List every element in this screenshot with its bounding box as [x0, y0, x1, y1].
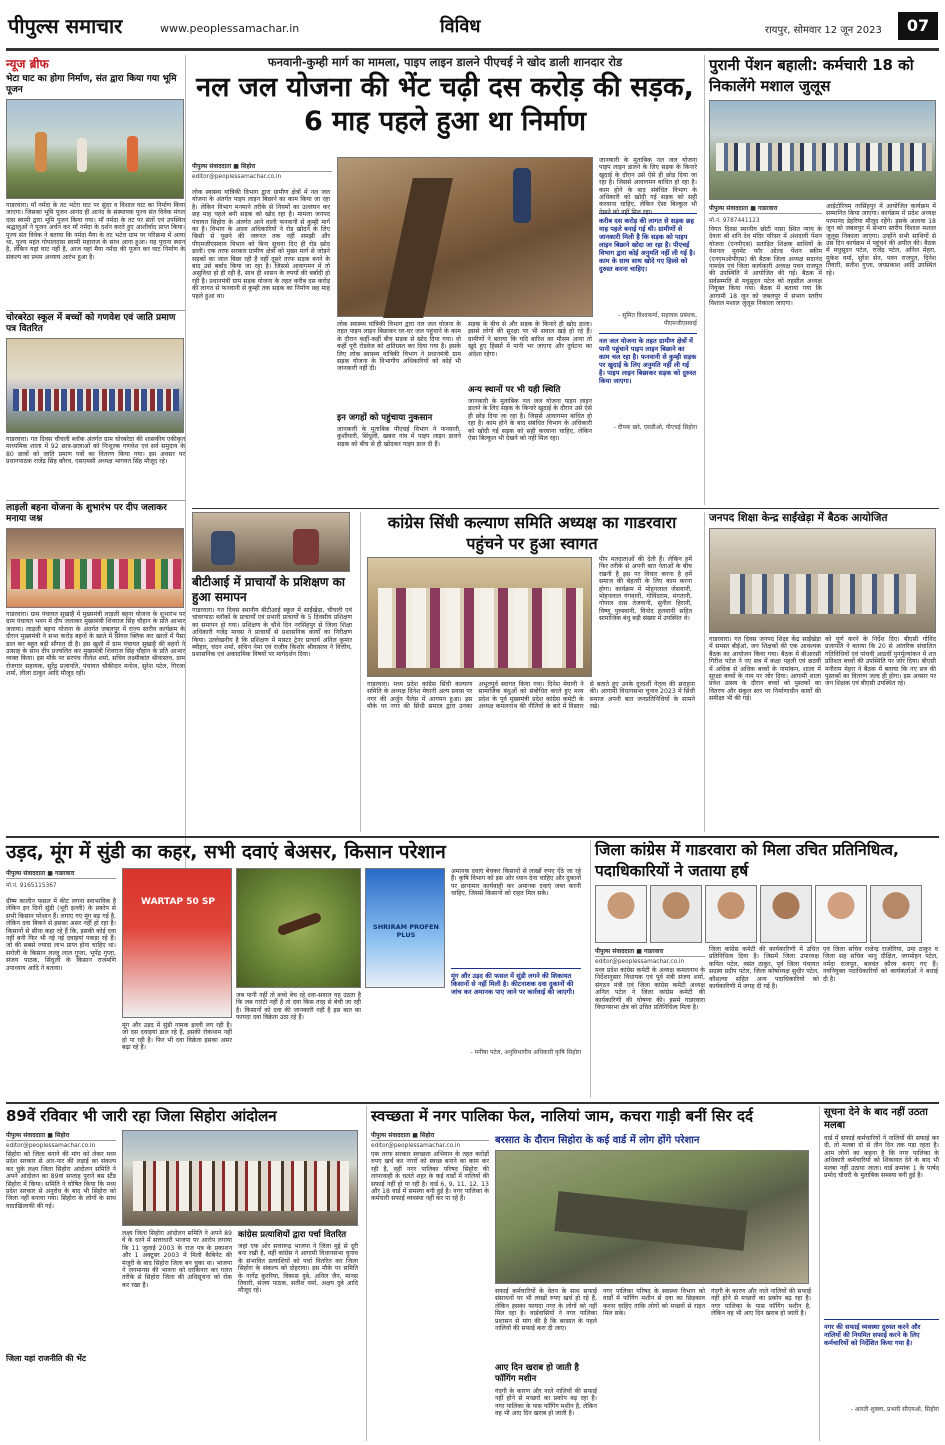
- andolan-email: editor@peoplessamachar.co.in: [6, 1143, 96, 1149]
- lead-col-1: लोक स्वास्थ्य यांत्रिकी विभाग द्वारा ग्रामीण क्षेत्रों में नल जल योजना के अंतर्गत पाइप लाइन बिछाने का काम किया जा रहा है। लेकिन विभाग मनमाने तरीके से नियमों का उल्लंघन कर छह माह पहले बनी सड़क को खोद रहा है। मामला जनपद पंचायत सिहोरा के अंतर्गत आने वाली फनवानी से कुम्ही मार्ग का है। विभाग के आला अधिकारियों ने रोड खोदने के लिए किसी से पूछने की जरूरत तक नहीं समझी और पीएमजीएसवाय विभाग को बिना सूचना दिए ही रोड खोद डाली। एक तरफ सरकार ग्रामीण क्षेत्रों को मुख्य मार्ग से जोड़ने सड़कों का जाल बिछा रही है वहीं दूसरे तरफ सड़क बनने के बाद उसे बर्बाद किया जा रहा है। जिससे आवागमन में तो असुविधा हो ही रही है, साथ ही शासन के रुपयों की बर्बादी हो रही है। प्रधानमंत्री ग्राम सड़क योजना के तहत करीब दस करोड़ की लागत से फनवानी से कुम्ही तक सड़क का निर्माण छह माह पहले हुआ था।: [192, 189, 330, 300]
- portrait-3: [705, 885, 757, 943]
- lead-quote-2: नल जल योजना के तहत ग्रामीण क्षेत्रों में पानी पहुंचाने पाइप लाइन बिछाने का काम चल रहा है। फनवानी से कुम्ही सड़क पर खुदाई के लिए अनुमति नहीं ली गई है। पाइप लाइन बिछाकर सड़क को दुरुस्त किया जाएगा।: [599, 333, 697, 421]
- rule-mid-1: [192, 508, 939, 509]
- pension-story: [704, 55, 939, 505]
- lead-quote-2-by: - दीपक खरे, एसडीओ, पीएचई सिहोरा: [613, 424, 697, 431]
- brief-1-photo: [6, 99, 184, 199]
- portrait-4: [760, 885, 812, 943]
- urad-body-3: जब पानी नहीं तो बच्चे बेच रहे दवा-सवाल यह उठता है कि जब गारंटी नहीं है तो दवा किस तरह से बेची जा रही है। किसानों को दवा की जानकारी नहीं है इस बात का फायदा दवा विक्रेता उठा रहे हैं।: [236, 992, 361, 1022]
- rule-mid-3: [6, 1102, 939, 1104]
- swachh-byline: पीपुल्स संवाददाता ■ सिहोरा: [371, 1130, 489, 1141]
- lead-col-4: [599, 157, 697, 505]
- urad-quote: मूंग और उड़द की फसल में सुंडी लगने की शिकायत किसानों से नहीं मिली है। कीटनाशक दवा दुकानों की जांच कर अमानक पाए जाने पर कार्रवाई की जाएगी।: [451, 968, 581, 1046]
- brief-2-body: गाडरवारा। गत दिवस चीचली ब्लॉक अंतर्गत ग्राम चोरबरेठा की शासकीय एकीकृत माध्यमिक शाला में 92 छात्र-छात्राओं को निःशुल्क गणवेश एवं सर्व समुदाय के 80 छात्रों को जाति प्रमाण पत्रों का वितरण किया गया। इस अवसर पर प्रधानपाठक राजेंद्र सिंह कौरव, एसएमसी अध्यक्ष भागवत सिंह मौजूद रहे।: [6, 436, 185, 466]
- lead-quote-1: करीब दस करोड़ की लागत से सड़क छह माह पहले बनाई गई थी। ग्रामीणों से जानकारी मिली है कि सड़क को पाइप लाइन बिछाने खोदा जा रहा है। पीएचई विभाग द्वारा कोई अनुमति नहीं ली गई है। काम के साथ साथ खोदे गए हिस्से को दुरुस्त करना चाहिए।: [599, 213, 697, 309]
- urad-photo-larva: [236, 868, 361, 988]
- andolan-subhead: जिला यहां राजनीति की भेंट: [6, 1354, 86, 1363]
- swachh-story: [366, 1106, 813, 1441]
- lead-col-3-text: सड़क के बीच से और सड़क के किनारे ही खोद डाला। इससे लोगों की सुरक्षा पर भी सवाल खड़े हो रहे हैं। ग्रामीणों ने बताया कि यदि बारिश का मौसम आया तो खुदे हुए हिस्सों में पानी भर जाएगा और दुर्घटना का अंदेशा रहेगा।: [468, 321, 592, 358]
- bti-body: गाडरवारा। गत दिवस स्थानीय बीटीआई स्कूल में साईंखेड़ा, चीचली एवं चांवरपाठा ब्लॉकों के प्राचार्यों एवं प्रभारी प्राचार्यों के 5 दिवसीय प्रशिक्षण का समापन हो गया। प्रशिक्षण के चौथे दिन नरसिंहपुर से जिला शिक्षा अधिकारी गजेंद्र मावस ने प्राचार्यों से प्रशासनिक कार्यों का निरीक्षण किया। उल्लेखनीय है कि प्रशिक्षण में मास्टर ट्रेनर प्राचार्य अनिल कुमार ब्यौहार, चंदन शर्मा, सचिन नेमा एवं राजीव किशोर श्रीवास्तव ने वित्तीय, प्रशासनिक एवं अकादमिक विषयों पर मार्गदर्शन दिया।: [192, 607, 352, 659]
- swachh-email: editor@peoplessamachar.co.in: [371, 1143, 461, 1149]
- lead-col-4-text: जानकारी के मुताबिक नल जल योजना पाइप लाइन डालने के लिए सड़क के किनारे खुदाई के दौरान उसे ऐसे ही छोड़ दिया जा रहा है। जिससे आवागमन बाधित हो रहा है। काम होने के बाद संबंधित विभाग के अधिकारी को खोदी गई सड़क को सही करवाना चाहिए, लेकिन ऐसा बिल्कुल भी देखने को नहीं मिल रहा।: [599, 157, 697, 216]
- district-email: editor@peoplessamachar.co.in: [595, 959, 685, 965]
- bti-headline: बीटीआई में प्राचार्यों के प्रशिक्षण का हुआ समापन: [192, 575, 345, 604]
- urad-story: [6, 840, 584, 1098]
- janpad-photo: [709, 528, 936, 633]
- urad-byline-block: [6, 868, 116, 889]
- andolan-body: सिहोरा को जिला बनाने की मांग को लेकर मध्य प्रदेश सरकार से आर-पार की लड़ाई का संकल्प कर चुके लक्ष्य जिला सिहोरा आंदोलन समिति ने अपने आंदोलन का 89वां सप्ताह पुराने बस स्टैंड सिहोरा में किया। समिति ने घोषित किया कि मध्य प्रदेश सरकार से अनुरोध के बाद भी सिहोरा को जिला नहीं बनाया गया। सिहोरा के लोगों के साथ वादाखिलाफी की गई।: [6, 1151, 116, 1210]
- urad-quote-by: - मनीषा पटेल, अनुविभागीय अधिकारी कृषि सिहोरा: [470, 1049, 581, 1056]
- urad-bottle-label: SHRIRAM PROFEN PLUS: [373, 923, 439, 939]
- swachh-kicker: बरसात के दौरान सिहोरा के कई वार्ड में लोग होंगे परेशान: [495, 1135, 700, 1146]
- lead-col-2-text: लोक स्वास्थ्य यांत्रिकी विभाग द्वारा नल जल योजना के तहत पाइप लाइन बिछाकर घर-घर जल पहुंचाने के काम के दौरान कहीं-कहीं बीच सड़क से खोद दिया गया। वो कहीं पूरी रोडवेज को क्षतिग्रस्त कर दिया गया है। इसके लिए लोक स्वास्थ्य यांत्रिकी विभाग ने प्रधानमंत्री ग्राम सड़क योजना के विभागीय अधिकारियों को कोई भी जानकारी नहीं दी।: [337, 321, 461, 373]
- andolan-body-3: जहां एक ओर सत्तारूढ़ भाजपा ने जिला मुद्दे से दूरी बना रखी है, वहीं कांग्रेस ने आगामी विधानसभा चुनाव के संभावित प्रत्याशियों को पर्चा वितरित कर जिला सिहोरा के संकल्प को दोहराया। इस मौके पर समिति के नागेंद्र कुररिया, विकास दुबे, अनिल जैन, मानस तिवारी, संजय पाठक, सतीश वर्मा, अक्षय दुबे आदि मौजूद रहे।: [238, 1243, 358, 1295]
- pension-body-2: आईटोरियम नरसिंहपुर में आयोजित कार्यक्रम में सम्मानित किया जाएगा। कार्यक्रम में प्रदेश अध्यक्ष परमानंद डेहरिया मौजूद रहेंगे। इसके अलावा 18 जून को जबलपुर में संभाग स्तरीय विशाल मशाल जुलूस निकाला जाएगा। उन्होंने सभी साथियों से उस दिन कार्यक्रम में पहुंचने की अपील की। बैठक में मधुसूदन पटेल, राजेंद्र पटेल, अनिल मेहरा, मुकेश वर्मा, सुरेश सेन, पवन राजपूत, दिनेश तिवारी, सतीश गुप्ता, जयप्रकाश आदि उपस्थित रहे।: [826, 203, 936, 277]
- urad-photo-pesticide: [122, 868, 232, 1018]
- urad-body-4: अमानक दवाएं बेचकर किसानों से लाखों रुपए ऐंठे जा रहे हैं। कृषि विभाग को इस ओर ध्यान देना चाहिए और दुकानों पर छापामार कार्यवाही कर अमानक दवाएं जब्त करनी चाहिए, जिससे किसानों को राहत मिल सके।: [451, 868, 581, 898]
- dateline: रायपुर, सोमवार 12 जून 2023: [765, 25, 882, 36]
- congress-headline: कांग्रेस सिंधी कल्याण समिति अध्यक्ष का गाडरवारा पहुंचने पर हुआ स्वागत: [387, 513, 677, 553]
- district-byline: पीपुल्स संवाददाता ■ गाडरवारा: [595, 946, 705, 957]
- brief-1-title: भेटा घाट का होगा निर्माण, संत द्वारा किया गया भूमि पूजन: [6, 74, 177, 95]
- section-title: विविध: [440, 16, 481, 37]
- suchna-quote-by: - आरती शुक्ला, प्रभारी सीएमओ, सिहोरा: [850, 1406, 939, 1413]
- lead-col-3b-text: जानकारी के मुताबिक नल जल योजना पाइप लाइन डालने के लिए सड़क के किनारे खुदाई के दौरान उसे ऐसे ही छोड़ दिया जा रहा है। जिससे आवागमन बाधित हो रहा है। काम होने के बाद संबंधित विभाग के अधिकारी को खोदी गई सड़क को सही करवाना चाहिए, लेकिन ऐसा बिल्कुल भी देखने को नहीं मिल रहा।: [468, 398, 592, 443]
- brief-label: न्यूज ब्रीफ: [6, 57, 49, 71]
- congress-story: [360, 512, 697, 832]
- congress-photo: [367, 557, 592, 677]
- masthead: [0, 0, 945, 48]
- lead-photo: [337, 157, 593, 317]
- pension-photo: [709, 100, 936, 200]
- swachh-headline: स्वच्छता में नगर पालिका फेल, नालियां जाम, कचरा गाड़ी बनीं सिर दर्द: [371, 1107, 753, 1125]
- lead-quote-1-by: - सुमित विश्वकर्मा, सहायक प्रबंधक, पीएमजीएसवाई: [618, 312, 697, 327]
- swachh-body-5: गंदगी के कारण और नाले नालियों की सफाई नहीं होने से मच्छरों का प्रकोप बढ़ रहा है। नगर पालिका के पास फॉगिंग मशीन है, लेकिन वह भी आए दिन खराब हो जाती है।: [711, 1288, 811, 1318]
- urad-body: ग्रीष्म कालीन फसल में कीट लगना स्वाभाविक है लेकिन इन दिनों सुंडी (भूरी इल्ली) के प्रकोप से सभी किसान परेशान हैं। लगाए गए मूंग बढ़ गई है, लेकिन दवा बिकने से इसका असर नहीं हो रहा है। किसानों से सीधा कहा रहे हैं कि, इसकी कोई दवा नहीं बनी फिर भी नई नई दवाइयां पकड़ा रहे हैं। जो की सबसे ज्यादा लाभ प्राप्त होना चाहिए था। सरोली के किसान लल्लू लाल गुप्ता, भूपेंद्र गुप्ता, संजय पाठक, सिंधुली के किसान राजमणि उपाध्याय आदि ने बताया।: [6, 898, 116, 972]
- andolan-subhead-2: कांग्रेस प्रत्याशियों द्वारा पर्चा वितरित: [238, 1230, 347, 1240]
- portrait-1: [595, 885, 647, 943]
- district-body: मध्य प्रदेश कांग्रेस कमेटी के अध्यक्ष कमलनाथ के निर्देशानुसार विधायक एवं पूर्व मंत्री संजय शर्मा, संगठन मंत्री एवं जिला कांग्रेस कमेटी अध्यक्ष अनिल पटेल ने जिला कांग्रेस कमेटी की कार्यकारिणी की घोषणा की। इसमें गाडरवारा विधानसभा क्षेत्र को उचित प्रतिनिधित्व मिला है।: [595, 967, 705, 1012]
- urad-col-4: [451, 868, 581, 1098]
- district-body-2: जिला कांग्रेस कमेटी की कार्यकारिणी में उचित प्रतिनिधित्व दिया है। जिसमें जिला उपाध्यक्ष कपिल पटेल, वसंत ठाकुर, पूर्व जिला पंचायत सदस्य प्रदीप पटेल, जिला कोषाध्यक्ष सुधीर पटेल, कौशल्या सहित अन्य पदाधिकारियों को कार्यकारिणी में जगह दी गई है।: [709, 946, 819, 991]
- andolan-byline: पीपुल्स संवाददाता ■ सिहोरा: [6, 1130, 116, 1141]
- urad-mobile: मो.नं. 9165115367: [6, 883, 57, 889]
- district-body-3: एवं जिला सचिव राजेन्द्र राजोरिया, उमा ठाकुर व जिला सह सचिव भानु दीक्षित, जगमोहन पटेल, नर्मदा राजपूत, बलवंत कौरव बनाए गए हैं। नवनियुक्त पदाधिकारियों को कार्यकर्ताओं ने बधाई दी है।: [823, 946, 938, 983]
- congress-body: गाडरवारा। मध्य प्रदेश कांग्रेस सिंधी कल्याण समिति के अध्यक्ष दिनेश मेघानी अल्प प्रवास पर नगर की अर्जुन पैलेस में आगमन हुआ। इस मौके पर नगर की सिंधी समाज द्वारा उनका अभूतपूर्व स्वागत किया गया। दिनेश मेघानी ने सामाजिक बंधुओं को संबोधित करते हुए मध्य प्रदेश के पूर्व मुख्यमंत्री प्रदेश कांग्रेस कमेटी के अध्यक्ष कमलनाथ की नीतियों के बारे में विस्तार से बताते हुए उनके दूरदर्शी नेतृत्व की सराहना की। आगामी विधानसभा चुनाव 2023 में सिंधी समाज अपनी बात जनप्रतिनिधियों के सामने रखे।: [367, 681, 695, 711]
- district-headline: जिला कांग्रेस में गाडरवारा को मिला उचित प्रतिनिधित्व, पदाधिकारियों ने जताया हर्ष: [595, 841, 899, 880]
- brief-2-title: चोरबरेठा स्कूल में बच्चों को गणवेश एवं जाति प्रमाण पत्र वितरित: [6, 310, 185, 335]
- janpad-headline: जनपद शिक्षा केन्द्र साईंखेड़ा में बैठक आयोजित: [709, 512, 888, 524]
- page-number: 07: [898, 12, 938, 40]
- lead-col-2: [337, 321, 461, 505]
- rule-mid-2: [6, 836, 939, 838]
- urad-photo-label: WARTAP 50 SP: [141, 897, 215, 907]
- website-link[interactable]: www.peoplessamachar.in: [160, 22, 300, 35]
- pension-mobile: मो.नं. 9787441123: [709, 218, 760, 224]
- swachh-subhead: आए दिन खराब हो जाती है फॉगिंग मशीन: [495, 1363, 579, 1384]
- swachh-body-2: सफाई कर्मचारियों के वेतन के साथ सफाई संसाधनों पर भी लाखों रुपए खर्च हो रहे हैं, लेकिन इसका फायदा नगर के लोगों को नहीं मिल रहा है। वार्डवासियों ने नगर पालिका प्रशासन से मांग की है कि बरसात के पहले नालियों की सफाई करा दी जाए।: [495, 1288, 597, 1333]
- lead-email: editor@peoplessamachar.co.in: [192, 174, 282, 180]
- swachh-body-4: नगर पालिका परिषद के स्वास्थ्य विभाग को वार्डों में फॉगिंग मशीन से दवा का छिड़काव करना चाहिए ताकि लोगों को मच्छरों से राहत मिल सके।: [603, 1288, 705, 1318]
- masthead-rule: [6, 48, 939, 51]
- swachh-col-2: [495, 1288, 597, 1440]
- swachh-body: एक तरफ सरकार स्वच्छता अभियान के तहत करोड़ों रुपए खर्च कर नगरों को स्वच्छ बनाने का काम कर रही है, वहीं नगर पालिका परिषद सिहोरा की लापरवाही के चलते शहर के कई वार्डों में नालियों की सफाई नहीं हो पा रही है। वार्ड 6, 9, 11, 12, 13 और 18 वार्ड में समस्या बनी हुई है। नगर पालिका के कर्मचारी सफाई व्यवस्था नहीं कर पा रहे हैं।: [371, 1151, 489, 1203]
- bti-story: [192, 512, 352, 832]
- pension-headline: पुरानी पेंशन बहाली: कर्मचारी 18 को निकालेंगे मशाल जुलूस: [709, 56, 914, 95]
- swachh-body-3: गंदगी के कारण और नाले नालियों की सफाई नहीं होने से मच्छरों का प्रकोप बढ़ रहा है। नगर पालिका के पास फॉगिंग मशीन है, लेकिन वह भी आए दिन खराब हो जाती है।: [495, 1388, 597, 1418]
- lead-byline-block: [192, 161, 332, 180]
- portrait-6: [870, 885, 922, 943]
- brief-1-body: गाडरवारा। माँ नर्मदा के तट भटेरा घाट पर सुंदर व विशाल घाट का निर्माण किया जाएगा। जिसका भूमि पूजन आनंद ही आनंद के संस्थापक पूज्य संत विवेक मंगल दास स्वामी द्वारा भूमि पूजन किया गया। माँ नर्मदा के तट पर संतों एवं उपस्थित श्रद्धालुओं ने पूजन अर्चन कर माँ नर्मदा के दर्शन करते हुए आशीर्वाद प्राप्त किया। पूज्य संत विवेक ने बताया कि नर्मदा मैया के तट भटेरा ग्राम पर परिक्रमा में आया था, पूज्य महंत गोपालदास स्वामी महाराज के साथ आना हुआ। यह पुराना स्थान है, लेकिन यहां घाट नहीं है, आज यहां मैया नर्मदा की पूजन कर घाट निर्माण के संकल्प का प्रथम अध्याय आरंभ हुआ है।: [6, 202, 185, 261]
- brief-3-photo: [6, 528, 184, 608]
- andolan-col-3: [238, 1230, 358, 1440]
- brief-3-body: गाडरवारा। ग्राम पंचायत सुखाहै में मुख्यमंत्री लाड़ली बहना योजना के शुभारंभ पर ग्राम पंचायत भवन में दीप जलाकर मुख्यमंत्री शिवराज सिंह चौहान के प्रति आभार जताया। लाड़ली बहना योजना के अंतर्गत जबलपुर में राज्य स्तरीय कार्यक्रम के दौरान मुख्यमंत्री ने सभा करोड़ बहनों के खाते में सिंगल क्लिक कर खातों में पैसा डाल कर बहुत बड़ी सौगात दी है। इस खुशी में ग्राम पंचायत सुखाहै की बहनों ने उत्साह के साथ दीप प्रज्वलित कर मुख्यमंत्री शिवराज सिंह चौहान के प्रति आभार व्यक्त किया। इस मौके पर सरपंच नीलेश शर्मा, सचिव लक्ष्मीकांत श्रीवास्तव, ग्राम रोजगार सहायक, सुरेंद्र प्रजापति, पंचायत चौकीदार मनोज, सुरेश पटेल, गिरजा शर्मा, लीला ठाकुर आदि मौजूद रहीं।: [6, 611, 185, 678]
- lead-subhead-2: अन्य स्थानों पर भी यही स्थिति: [468, 385, 561, 395]
- suchna-story: [819, 1106, 939, 1441]
- district-portraits: [595, 885, 939, 943]
- brief-3-title: लाड़ली बहना योजना के शुभारंभ पर दीप जलाकर मनाया जश्न: [6, 500, 185, 525]
- lead-subhead-1: इन जगहों को पहुंचाया नुकसान: [337, 413, 433, 423]
- andolan-headline: 89वें रविवार भी जारी रहा जिला सिहोरा आंदोलन: [6, 1107, 277, 1125]
- lead-headline: नल जल योजना की भेंट चढ़ी दस करोड़ की सड़क, 6 माह पहले हुआ था निर्माण: [196, 72, 694, 137]
- congress-body-2: पीप मतदाताओं की देती हैं। लेकिन हमें फिर तरीके से अपनी बात नेताओं के बीच रखनी है इस पर विचार करना है हमें समाज की बेहतरी के लिए काम करना होगा। कार्यक्रम में मोहनलाल जेसवानी, मोहनलाल गंगवानी, गोविंदराम, मंगतानी, गोपाल दास तेजवानी, सुनील हिरानी, विष्णु पुरुस्वानी, विनोद हलवानी सहित सामाजिक बंधु बड़ी संख्या में उपस्थित थे।: [599, 556, 692, 623]
- brief-2-photo: [6, 338, 184, 433]
- andolan-photo: [122, 1130, 358, 1226]
- portrait-2: [650, 885, 702, 943]
- andolan-story: [6, 1106, 360, 1441]
- news-brief: [6, 55, 186, 895]
- andolan-body-2: लक्ष्य जिला सिहोरा आंदोलन समिति ने अपने 89 वें के धरने में सत्ताधारी भाजपा पर आरोप लगाया कि 11 जुलाई 2003 के राज पत्र के प्रकाशन और 1 अक्टूबर 2003 में मिली कैबिनेट की मंजूरी के बाद सिहोरा जिला बन चुका था। भाजपा ने जनमानस की भावना को दरकिनार कर गलत तरीके से सिहोरा जिला की अधिसूचना को रोक कर रखा है।: [122, 1230, 232, 1289]
- lead-kicker: फनवानी-कुम्ही मार्ग का मामला, पाइप लाइन डालने पीएचई ने खोद डाली शानदार रोड: [267, 55, 623, 69]
- portrait-5: [815, 885, 867, 943]
- janpad-body: गाडरवारा। गत दिवस जनपद शिक्षा केंद्र साईंखेड़ा में समस्त बीईओ, जन शिक्षकों की एक आवश्यक बैठक का आयोजन किया गया। बैठक में बीआरसी गिरीश पटेल ने नए सत्र में कक्षा पहली एवं छठवीं में अधिक से अधिक बच्चों के नामांकन, शाला में सुरक्षा बच्चों के नाम पर जोर दिया। आगामी शाला प्रवेश उत्सव के दौरान बच्चों को पुस्तकों का वितरण और संकुल स्तर पर निर्माणाधीन कार्यों की समीक्षा भी की गई।: [709, 636, 821, 703]
- lead-story: [192, 55, 698, 505]
- lead-col-3: [468, 321, 592, 505]
- urad-body-2: मूंग और उड़द में सुंडी नामक इल्ली लग रही है। जो दस दवाइयां डाल रहे हैं, इसकी रोकथाम नहीं हो पा रही है। फिर भी दवा विक्रेता इसका असर बढ़ा रहे हैं।: [122, 1022, 232, 1052]
- district-story: [590, 840, 939, 1098]
- urad-headline: उड़द, मूंग में सुंडी का कहर, सभी दवाएं बेअसर, किसान परेशान: [6, 841, 446, 863]
- bti-photo: [192, 512, 350, 572]
- suchna-body: वार्ड में सफाई कर्मचारियों ने नालियों की सफाई कर दी, तो मलबा दो से तीन दिन तक पड़ा रहता है। आम लोगों का कहना है कि नगर पालिका के अधिकारी कर्मचारियों को शिकायत देने के बाद भी मलबा नहीं उठाया जाता। वार्ड क्रमांक 1 के पार्षद प्रमोद चौधरी के मुताबिक समस्या बनी हुई है।: [824, 1135, 939, 1180]
- lead-col-2b-text: जानकारी के मुताबिक पीएचई विभाग ने फनवानी, कुशीयारी, सिंधुली, खबरा गांव में पाइप लाइन डालने सड़क को बीच से ही खोदकर पाइप डाल दी हैं।: [337, 426, 461, 448]
- pension-byline: पीपुल्स संवाददाता ■ गाडरवारा: [709, 203, 822, 214]
- janpad-story: [704, 512, 939, 832]
- brand-logo: पीपुल्स समाचार: [8, 14, 123, 38]
- swachh-photo: [495, 1150, 809, 1284]
- janpad-body-2: को पूर्ण करने के निर्देश दिए। बीएसी गोविंद प्रजापति ने बताया कि 20 से आंतरिक संचालित गतिविधियों एवं पांचवी आठवीं पुनर्मूल्यांकन में शत प्रतिशत बच्चों की उपस्थिति पर जोर दिया। बीएसी मनीराम मेहरा ने बैठक में बताया कि नए सत्र की पुस्तकों का वितरण जल्द ही होगा। इस अवसर पर जन शिक्षक एवं बीएसी उपस्थित रहे।: [825, 636, 936, 688]
- pension-body: विगत दिवस स्थानीय छोटी नासा स्थित न्याय के देवता श्री शनि देव मंदिर परिसर में अंशदायी पेंशन योजना (एनपीएस) प्रताड़ित शिक्षक साथियों के नेशनल मूवमेंट फॉर ओल्ड पेंशन स्कीम (एनएमओपीएस) की बैठक जिला अध्यक्ष सदानंद नामदेव एवं जिला कार्यकारी अध्यक्ष पवन राजपूत की उपस्थिति में आयोजित की गई। बैठक में सर्वसम्मति से मधुसूदन पटेल को तहसील अध्यक्ष नियुक्त किया गया। बैठक में बताया गया कि आगामी 18 जून को जबलपुर में संभाग स्तरीय विशाल मशाल जुलूस निकाला जाएगा।: [709, 226, 822, 308]
- suchna-quote: नगर की सफाई व्यवस्था दुरुस्त करने और नालियों की नियमित सफाई करने के लिए कर्मचारियों को निर्देशित किया गया है।: [824, 1319, 939, 1403]
- swachh-col-1: [371, 1130, 489, 1440]
- urad-byline: पीपुल्स संवाददाता ■ गाडरवारा: [6, 868, 116, 879]
- lead-byline: पीपुल्स संवाददाता ■ सिहोरा: [192, 161, 332, 172]
- suchna-headline: सूचना देने के बाद नहीं उठता मलबा: [824, 1107, 928, 1131]
- urad-photo-bottle: [365, 868, 445, 988]
- andolan-col-1: [6, 1130, 116, 1440]
